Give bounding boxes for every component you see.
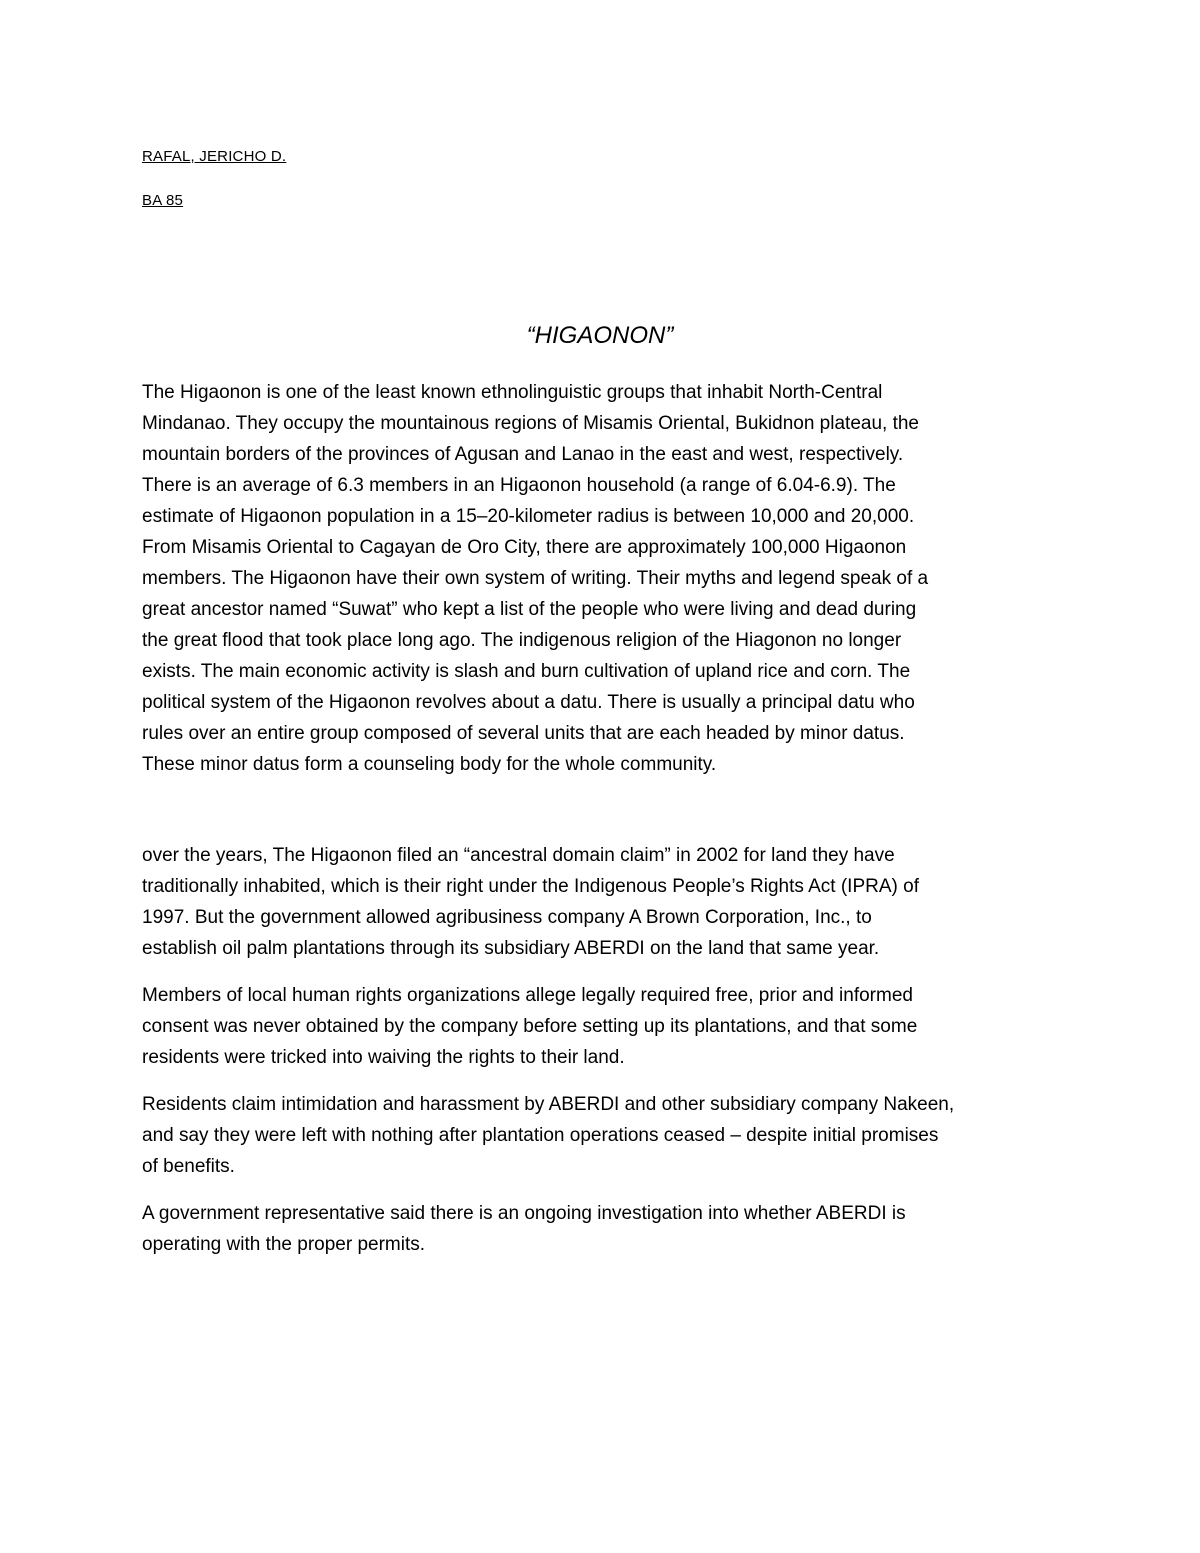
text-line: The Higaonon is one of the least known ethnolinguistic groups that inhabit North-Central [142,382,883,403]
course-code: BA 85 [142,192,184,209]
text-line: Mindanao. They occupy the mountainous regions of Misamis Oriental, Bukidnon plateau, the [142,413,919,434]
text-line: over the years, The Higaonon filed an “ancestral domain claim” in 2002 for land they have [142,845,895,866]
text-line: political system of the Higaonon revolves about a datu. There is usually a principal datu who [142,692,915,713]
text-line: mountain borders of the provinces of Agusan and Lanao in the east and west, respectively. [142,444,904,465]
document-title: “HIGAONON” [526,322,674,349]
text-line: consent was never obtained by the company before setting up its plantations, and that some [142,1016,918,1037]
text-line: Residents claim intimidation and harassment by ABERDI and other subsidiary company Nakeen, [142,1094,955,1115]
paragraph-intro [142,377,1062,780]
text-line: great ancestor named “Suwat” who kept a list of the people who were living and dead during [142,599,917,620]
text-line: There is an average of 6.3 members in an Higaonon household (a range of 6.04-6.9). The [142,475,896,496]
paragraph-domain-claim [142,840,1062,964]
text-line: the great flood that took place long ago. The indigenous religion of the Hiagonon no longer [142,630,902,651]
author-name: RAFAL, JERICHO D. [142,148,287,165]
text-line: of benefits. [142,1156,235,1177]
text-line: From Misamis Oriental to Cagayan de Oro City, there are approximately 100,000 Higaonon [142,537,907,558]
text-line: and say they were left with nothing after plantation operations ceased – despite initial promises [142,1125,939,1146]
text-line: members. The Higaonon have their own system of writing. Their myths and legend speak of a [142,568,929,589]
paragraph-consent [142,980,1062,1073]
text-line: A government representative said there is an ongoing investigation into whether ABERDI is [142,1203,906,1224]
text-line: Members of local human rights organizations allege legally required free, prior and informed [142,985,913,1006]
paragraph-investigation [142,1198,1062,1260]
text-line: rules over an entire group composed of several units that are each headed by minor datus. [142,723,905,744]
text-line: residents were tricked into waiving the rights to their land. [142,1047,625,1068]
text-line: 1997. But the government allowed agribusiness company A Brown Corporation, Inc., to [142,907,872,928]
text-line: operating with the proper permits. [142,1234,426,1255]
paragraph-harassment [142,1089,1062,1182]
text-line: exists. The main economic activity is slash and burn cultivation of upland rice and corn. The [142,661,911,682]
text-line: establish oil palm plantations through its subsidiary ABERDI on the land that same year. [142,938,880,959]
text-line: estimate of Higaonon population in a 15–20-kilometer radius is between 10,000 and 20,000. [142,506,915,527]
text-line: traditionally inhabited, which is their right under the Indigenous People’s Rights Act (IPRA) of [142,876,919,897]
text-line: These minor datus form a counseling body for the whole community. [142,754,717,775]
